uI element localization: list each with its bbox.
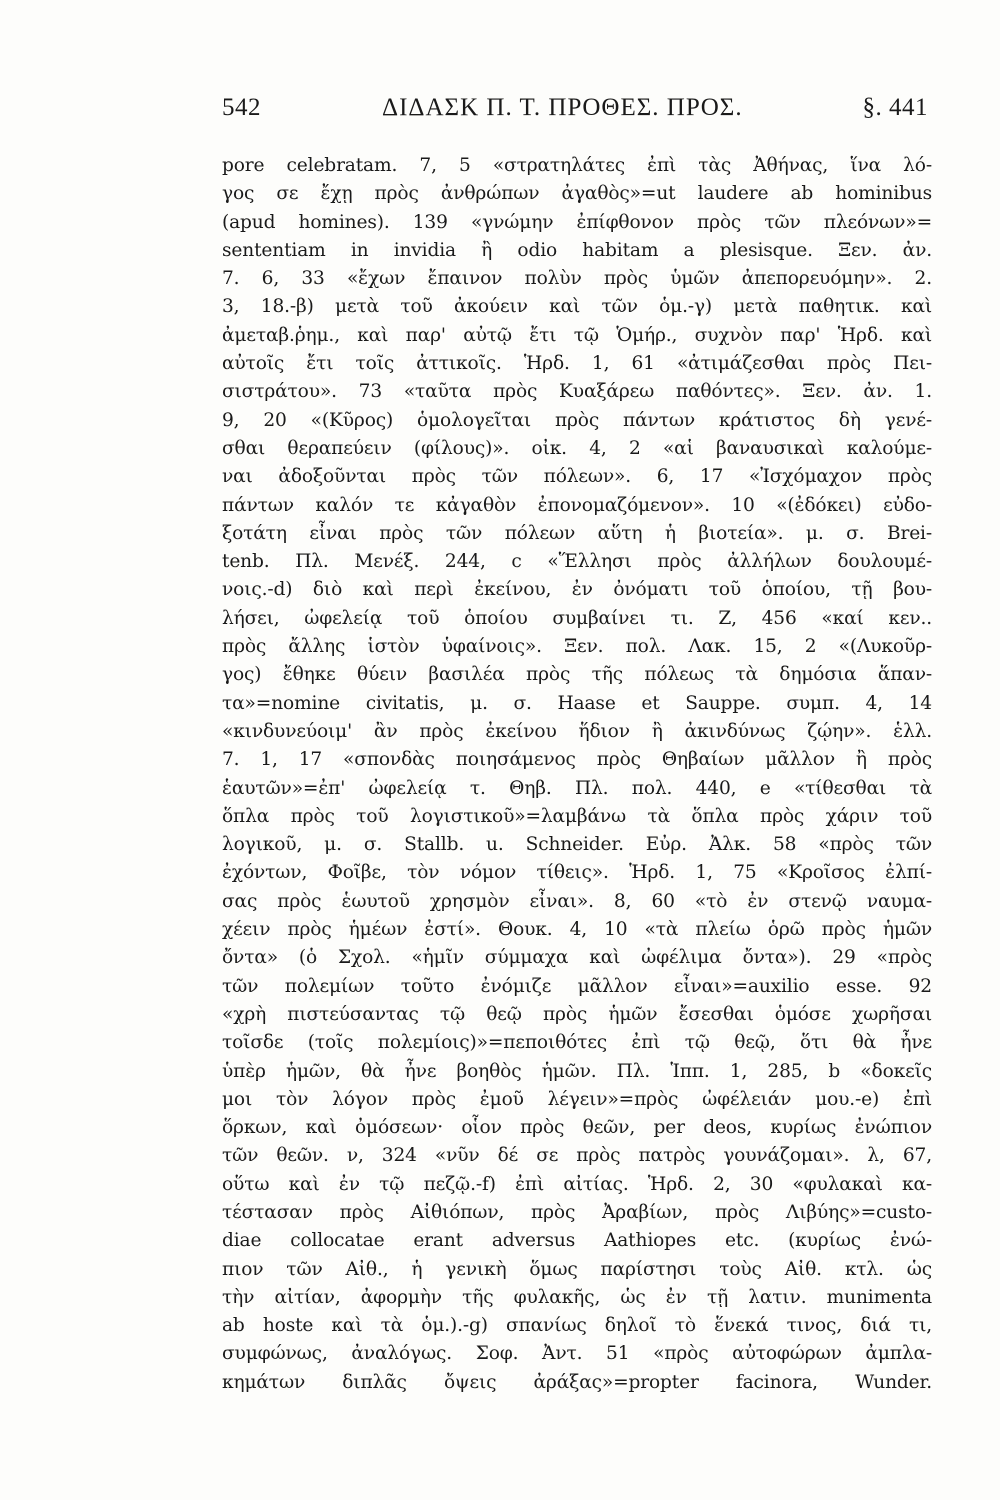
text-line: ab hoste καὶ τὰ ὁμ.).-g) σπανίως δηλοῖ τὸ ἕνεκά τινος, διά τι, — [222, 1315, 932, 1337]
text-line: pore celebratam. 7, 5 «στρατηλάτες ἐπὶ τὰς Ἀθήνας, ἵνα λό- — [222, 155, 932, 176]
text-line: ὅρκων, καὶ ὀμόσεων· οἷον πρὸς θεῶν, per deos, κυρίως ἐνώπιον — [222, 1117, 932, 1139]
text-line: σιστράτου». 73 «ταῦτα πρὸς Κυαξάρεω παθόντες». Ξεν. ἀν. 1. — [222, 381, 932, 403]
text-line: μοι τὸν λόγον πρὸς ἐμοῦ λέγειν»=πρὸς ὠφέλειάν μου.-e) ἐπὶ — [222, 1088, 932, 1110]
page-number: 542 — [222, 94, 261, 121]
text-line: συμφώνως, ἀναλόγως. Σοφ. Ἀντ. 51 «πρὸς αὐτοφώρων ἀμπλα- — [222, 1343, 932, 1365]
text-line: πρὸς ἄλλης ἱστὸν ὑφαίνοις». Ξεν. πολ. Λακ. 15, 2 «(Λυκοῦρ- — [222, 636, 932, 658]
text-line: οὕτω καὶ ἐν τῷ πεζῷ.-f) ἐπὶ αἰτίας. Ἡρδ. 2, 30 «φυλακαὶ κα- — [222, 1173, 932, 1195]
text-line: «κινδυνεύοιμ' ἂν πρὸς ἐκείνου ἥδιον ἢ ἀκινδύνως ζῴην». ἑλλ. — [222, 720, 932, 742]
text-line: ὑπὲρ ἡμῶν, θὰ ἦνε βοηθὸς ἡμῶν. Πλ. Ἱππ. 1, 285, b «δοκεῖς — [222, 1060, 932, 1082]
text-line: λήσει, ὠφελείᾳ τοῦ ὁποίου συμβαίνει τι. Ζ, 456 «καί κεν.. — [222, 607, 932, 629]
text-line: ἀμεταβ.ῥημ., καὶ παρ' αὐτῷ ἔτι τῷ Ὁμήρ., συχνὸν παρ' Ἡρδ. καὶ — [222, 324, 932, 346]
text-line: ὅπλα πρὸς τοῦ λογιστικοῦ»=λαμβάνω τὰ ὅπλα πρὸς χάριν τοῦ — [222, 805, 932, 827]
text-line: tenb. Πλ. Μενέξ. 244, c «Ἕλλησι πρὸς ἀλλήλων δουλουμέ- — [222, 551, 932, 573]
text-line: 3, 18.-β) μετὰ τοῦ ἀκούειν καὶ τῶν ὁμ.-γ) μετὰ παθητικ. καὶ — [222, 296, 932, 318]
text-line: ὄντα» (ὁ Σχολ. «ἡμῖν σύμμαχα καὶ ὠφέλιμα ὄντα»). 29 «πρὸς — [222, 947, 932, 969]
text-line: 7. 6, 33 «ἔχων ἔπαινον πολὺν πρὸς ὑμῶν ἀπεπορευόμην». 2. — [222, 268, 932, 290]
text-line: ἐχόντων, Φοῖβε, τὸν νόμον τίθεις». Ἡρδ. 1, 75 «Κροῖσος ἐλπί- — [222, 862, 932, 884]
running-title: ΔΙΔΑΣΚ Π. Τ. ΠΡΟΘΕΣ. ΠΡΟΣ. — [382, 94, 743, 121]
section-number: §. 441 — [862, 94, 928, 121]
text-line: τέστασαν πρὸς Αἰθιόπων, πρὸς Ἀραβίων, πρὸς Λιβύης»=custo- — [222, 1201, 932, 1223]
text-line: (apud homines). 139 «γνώμην ἐπίφθονον πρὸς τῶν πλεόνων»= — [222, 211, 932, 233]
text-line: ἑαυτῶν»=ἐπ' ὠφελείᾳ τ. Θηβ. Πλ. πολ. 440, e «τίθεσθαι τὰ — [222, 777, 932, 799]
text-line: «χρὴ πιστεύσαντας τῷ θεῷ πρὸς ἡμῶν ἔσεσθαι ὁμόσε χωρῆσαι — [222, 1003, 932, 1025]
text-line: κημάτων διπλᾶς ὄψεις ἀράξας»=propter facinora, Wunder. — [222, 1371, 932, 1393]
text-line: σας πρὸς ἑωυτοῦ χρησμὸν εἶναι». 8, 60 «τὸ ἐν στενῷ ναυμα- — [222, 890, 932, 912]
text-line: νοις.-d) διὸ καὶ περὶ ἐκείνου, ἐν ὀνόματι τοῦ ὁποίου, τῇ βου- — [222, 579, 932, 601]
text-line: λογικοῦ, μ. σ. Stallb. u. Schneider. Εὐρ. Ἀλκ. 58 «πρὸς τῶν — [222, 834, 932, 856]
text-line: γος σε ἔχῃ πρὸς ἀνθρώπων ἀγαθὸς»=ut laudere ab hominibus — [222, 183, 932, 205]
text-line: αὐτοῖς ἔτι τοῖς ἀττικοῖς. Ἡρδ. 1, 61 «ἀτιμάζεσθαι πρὸς Πει- — [222, 353, 932, 375]
text-line: πάντων καλόν τε κἀγαθὸν ἐπονομαζόμενον». 10 «(ἐδόκει) εὐδο- — [222, 494, 932, 516]
text-line: diae collocatae erant adversus Aathiopes etc. (κυρίως ἐνώ- — [222, 1230, 932, 1252]
text-line: ξοτάτη εἶναι πρὸς τῶν πόλεων αὕτη ἡ βιοτεία». μ. σ. Brei- — [222, 522, 932, 544]
running-head — [222, 94, 932, 134]
text-line: γος) ἔθηκε θύειν βασιλέα πρὸς τῆς πόλεως τὰ δημόσια ἅπαν- — [222, 664, 932, 686]
text-line: sententiam in invidia ἢ odio habitam a plesisque. Ξεν. ἀν. — [222, 239, 932, 261]
text-line: 7. 1, 17 «σπονδὰς ποιησάμενος πρὸς Θηβαίων μᾶλλον ἢ πρὸς — [222, 749, 932, 771]
text-line: σθαι θεραπεύειν (φίλους)». οἰκ. 4, 2 «αἱ βαναυσικαὶ καλούμε- — [222, 437, 932, 459]
text-line: χέειν πρὸς ἡμέων ἐστί». Θουκ. 4, 10 «τὰ πλείω ὁρῶ πρὸς ἡμῶν — [222, 919, 932, 941]
text-line: 9, 20 «(Κῦρος) ὁμολογεῖται πρὸς πάντων κράτιστος δὴ γενέ- — [222, 409, 932, 431]
text-line: ναι ἀδοξοῦνται πρὸς τῶν πόλεων». 6, 17 «Ἰσχόμαχον πρὸς — [222, 466, 932, 488]
text-line: τα»=nomine civitatis, μ. σ. Haase et Sauppe. συμπ. 4, 14 — [222, 692, 932, 714]
lexicon-entry-text — [222, 152, 932, 1397]
text-line: τῶν πολεμίων τοῦτο ἐνόμιζε μᾶλλον εἶναι»=auxilio esse. 92 — [222, 975, 932, 997]
text-line: τῶν θεῶν. ν, 324 «νῦν δέ σε πρὸς πατρὸς γουνάζομαι». λ, 67, — [222, 1145, 932, 1167]
text-line: τὴν αἰτίαν, ἀφορμὴν τῆς φυλακῆς, ὡς ἐν τῇ λατιν. munimenta — [222, 1286, 932, 1308]
text-line: πιον τῶν Αἰθ., ἡ γενικὴ ὅμως παρίστησι τοὺς Αἰθ. κτλ. ὡς — [222, 1258, 932, 1280]
text-line: τοῖσδε (τοῖς πολεμίοις)»=πεποιθότες ἐπὶ τῷ θεῷ, ὅτι θὰ ἦνε — [222, 1032, 932, 1054]
